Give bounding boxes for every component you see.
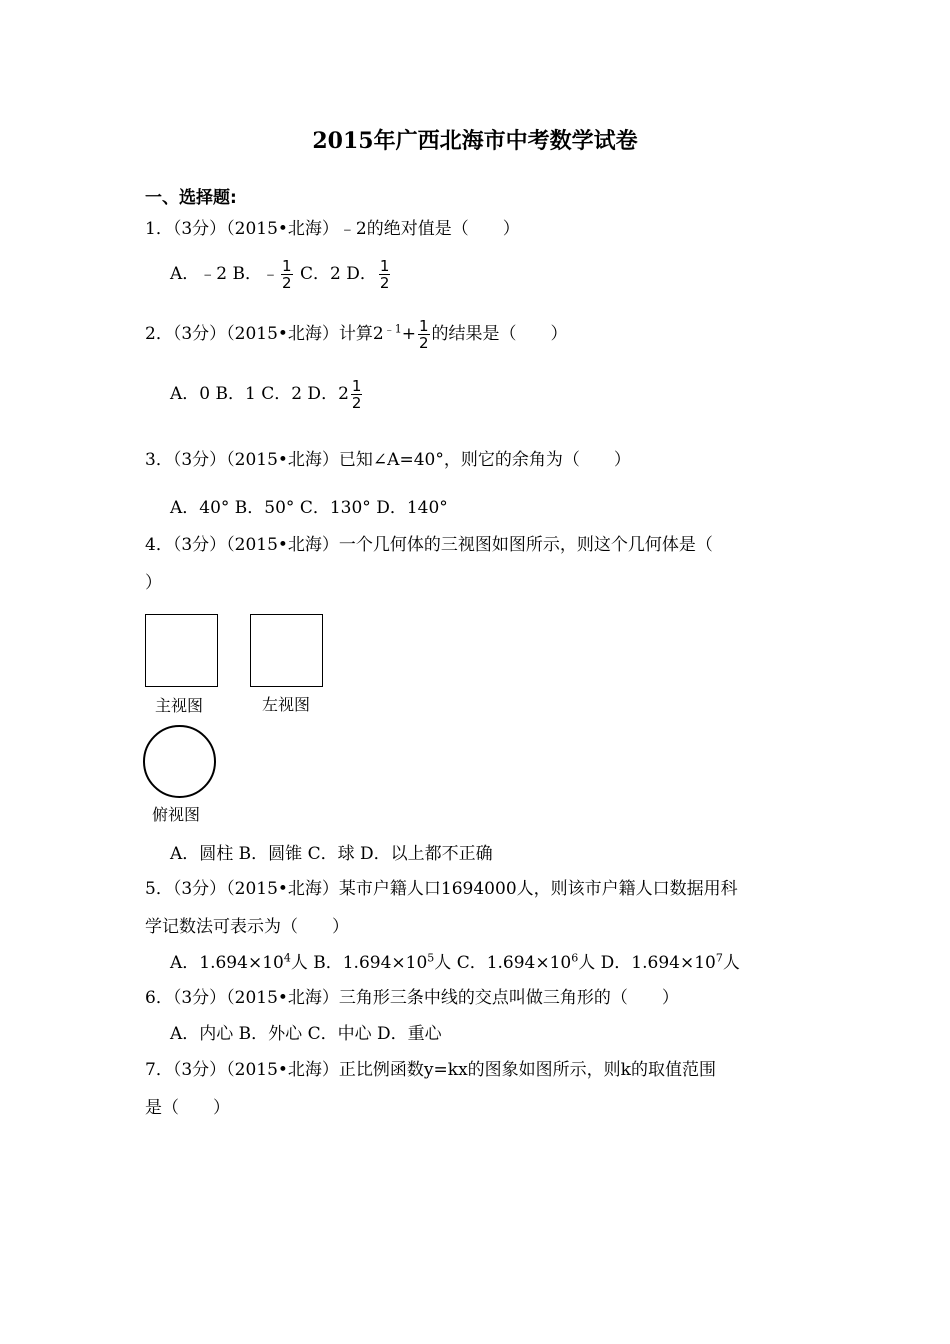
section-heading: 一、选择题:: [145, 188, 237, 208]
q1-option-c: C．2: [299, 264, 341, 284]
question-2-stem: 2．（3分）（2015•北海）计算$2^{﹣1}+$ $\frac{1}{2}$ 的结果是（ ）: [145, 317, 568, 352]
question-1-stem: 1．（3分）（2015•北海）﹣2的绝对值是（ ）: [145, 219, 520, 239]
front-view-label: 主视图: [155, 696, 204, 715]
q1-option-d: D． $\frac{1}{2}$: [346, 257, 390, 292]
q1-b-fraction: $\frac{1}{2}$: [282, 257, 292, 292]
left-view-label: 左视图: [262, 695, 311, 714]
question-5-options: [170, 953, 740, 973]
top-view-circle: [143, 725, 216, 798]
q2-fraction: $\frac{1}{2}$: [419, 317, 429, 352]
question-6-stem: 6．（3分）（2015•北海）三角形三条中线的交点叫做三角形的（ ）: [145, 988, 679, 1008]
question-4-stem-line1: 4．（3分）（2015•北海）一个几何体的三视图如图所示，则这个几何体是（: [145, 535, 713, 555]
q1-option-a: A．﹣2: [170, 264, 228, 284]
q5-option-a: A．$1.694\times 10^4$人: [170, 951, 308, 973]
q2-d-fraction: $\frac{1}{2}$: [351, 377, 362, 412]
question-1-options: [170, 258, 392, 291]
question-4-stem-line2: ）: [145, 573, 162, 593]
left-view-square: [250, 614, 323, 687]
question-3-options: A．40° B．50° C．130° D．140°: [170, 498, 448, 518]
q1-option-b: B．﹣ $\frac{1}{2}$: [232, 257, 292, 292]
question-7-stem-line2: 是（ ）: [145, 1098, 230, 1118]
q5-option-c: C．$1.694\times 10^6$人: [456, 951, 596, 973]
question-3-stem: 3．（3分）（2015•北海）已知∠A=40°，则它的余角为（ ）: [145, 450, 631, 470]
question-5-stem-line1: 5．（3分）（2015•北海）某市户籍人口1694000人，则该市户籍人口数据用科: [145, 879, 738, 899]
question-7-stem-line1: 7．（3分）（2015•北海）正比例函数y=kx的图象如图所示，则k的取值范围: [145, 1060, 716, 1080]
front-view-square: [145, 614, 218, 687]
question-5-stem-line2: 学记数法可表示为（ ）: [145, 917, 349, 937]
question-4-options: A．圆柱 B．圆锥 C．球 D．以上都不正确: [170, 844, 493, 864]
q5-option-b: B．$1.694\times 10^5$人: [313, 951, 452, 973]
question-6-options: A．内心 B．外心 C．中心 D．重心: [170, 1024, 442, 1044]
q1-d-fraction: $\frac{1}{2}$: [379, 257, 390, 292]
top-view-label: 俯视图: [152, 805, 201, 824]
q5-option-d: D．$1.694\times 10^7$人: [600, 951, 740, 973]
question-2-options: A．0 B．1 C．2 D．2 $\frac{1}{2}$: [170, 377, 362, 412]
page-title: 2015年广西北海市中考数学试卷: [312, 128, 638, 154]
